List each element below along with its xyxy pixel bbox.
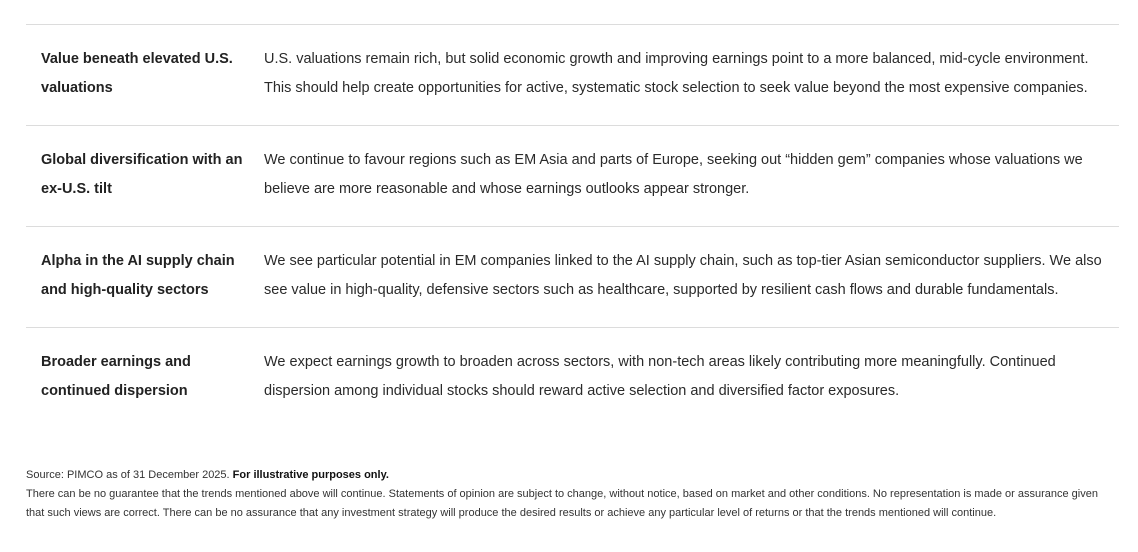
row-label: Alpha in the AI supply chain and high-quality sectors	[41, 253, 235, 298]
row-description: U.S. valuations remain rich, but solid economic growth and improving earnings point to a more balanced, mid-cycle environment. This should help create opportunities for active, systematic stock selection to seek value beyond the most expensive companies.	[264, 51, 1089, 96]
table-row	[26, 328, 1119, 429]
illustrative-note: For illustrative purposes only.	[232, 469, 389, 481]
row-label: Global diversification with an ex-U.S. tilt	[41, 152, 243, 197]
table-row	[26, 126, 1119, 227]
row-description: We expect earnings growth to broaden across sectors, with non-tech areas likely contributing more meaningfully. Continued dispersion among individual stocks should reward active selection and diversified factor exposures.	[264, 354, 1056, 399]
disclaimer-text: There can be no guarantee that the trends mentioned above will continue. Statements of opinion are subject to change, without notice, based on market and other conditions. No representation is made or assurance given that such views are correct. There can be no assurance that any investment strategy will produce the desired results or achieve any particular level of returns or that the trends mentioned will continue.	[26, 488, 1098, 519]
footnote	[26, 466, 1116, 523]
themes-table	[26, 24, 1119, 429]
source-line	[26, 466, 1116, 485]
row-label: Broader earnings and continued dispersion	[41, 354, 191, 399]
table-row	[26, 227, 1119, 328]
row-description: We see particular potential in EM companies linked to the AI supply chain, such as top-tier Asian semiconductor suppliers. We also see value in high-quality, defensive sectors such as healthcare, supported by resilient cash flows and durable fundamentals.	[264, 253, 1102, 298]
table-row	[26, 25, 1119, 126]
source-text: Source: PIMCO as of 31 December 2025.	[26, 469, 230, 481]
row-description: We continue to favour regions such as EM Asia and parts of Europe, seeking out “hidden gem” companies whose valuations we believe are more reasonable and whose earnings outlooks appear stronger.	[264, 152, 1083, 197]
row-label: Value beneath elevated U.S. valuations	[41, 51, 233, 96]
